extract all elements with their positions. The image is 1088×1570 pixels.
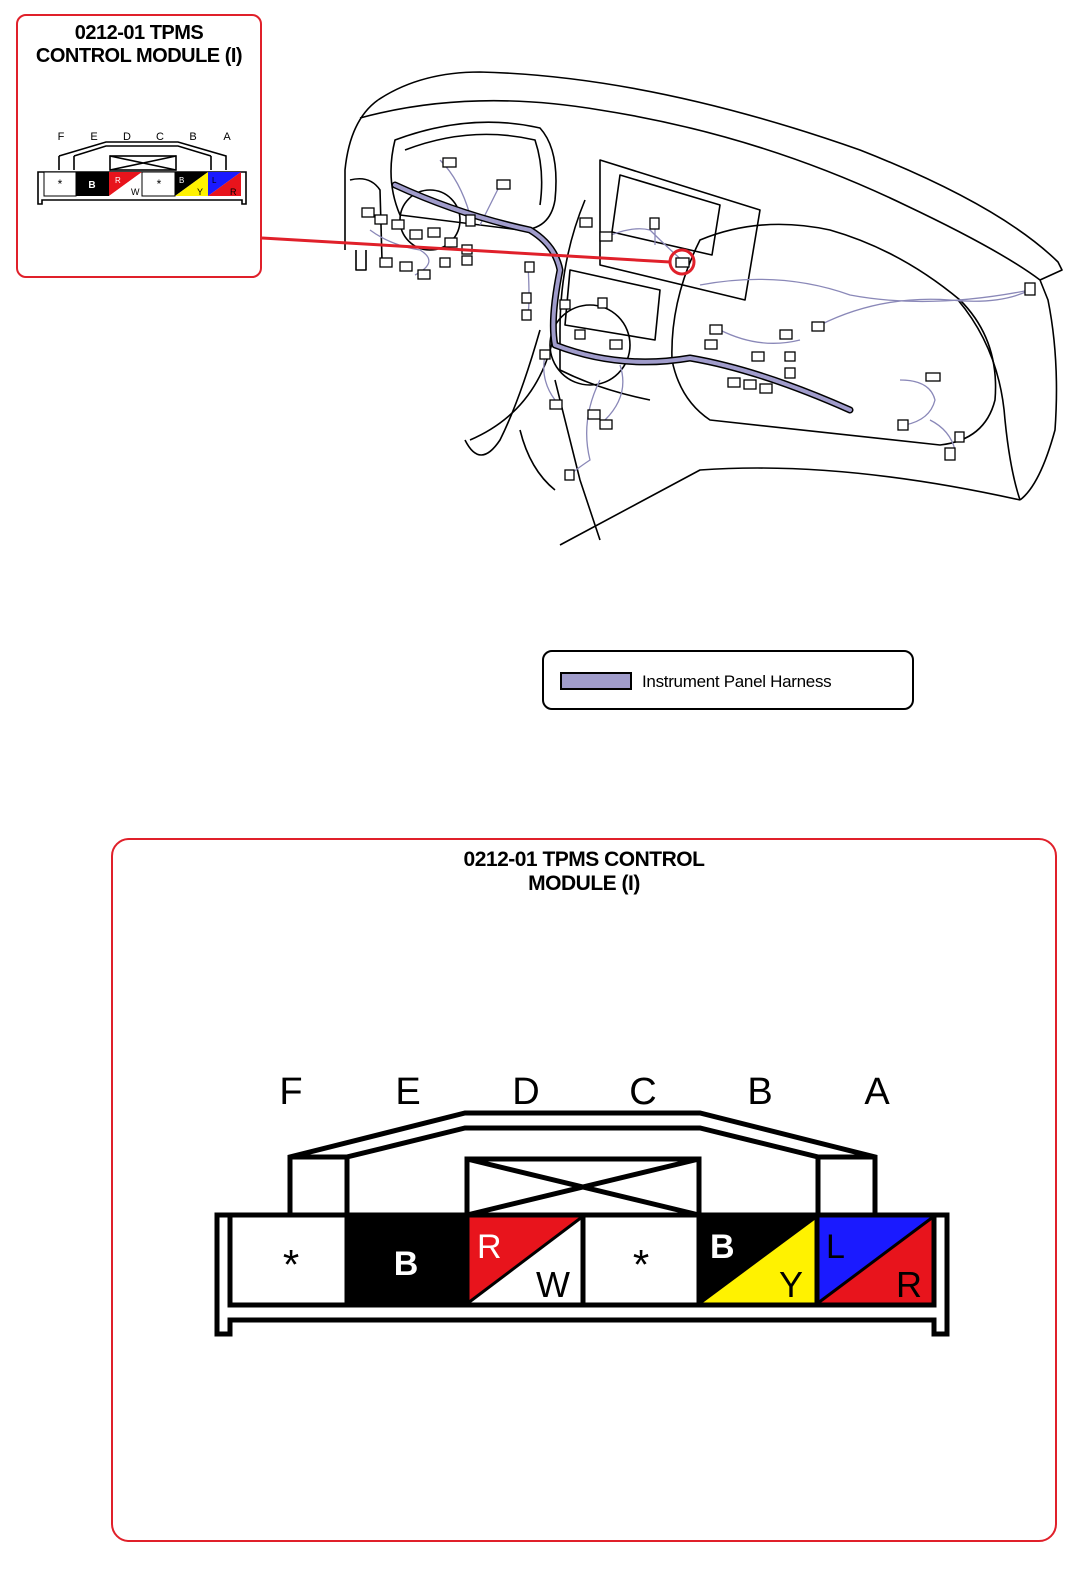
connector-housing-hood (290, 1113, 875, 1215)
legend-label: Instrument Panel Harness (642, 672, 832, 691)
pin-a-stripe: R (896, 1264, 922, 1305)
pin-label-f: F (279, 1071, 303, 1113)
pin-a-primary: L (826, 1228, 845, 1266)
pin-label-d: D (512, 1071, 540, 1113)
pin-b-primary: B (710, 1228, 735, 1266)
callout-pin-b-primary: B (179, 176, 185, 185)
pin-d-stripe: W (536, 1264, 570, 1305)
detail-title-line-1: 0212-01 TPMS CONTROL (463, 848, 705, 871)
pin-e-code: B (393, 1245, 419, 1283)
pin-label-e: E (395, 1071, 421, 1113)
detail-title-line-2: MODULE (I) (528, 872, 640, 895)
pin-f-code: * (282, 1241, 300, 1288)
callout-pin-a-stripe: R (230, 187, 237, 197)
pin-b-stripe: Y (779, 1264, 804, 1305)
callout-title-line-2: CONTROL MODULE (I) (35, 45, 243, 67)
pin-c-code: * (632, 1241, 650, 1288)
callout-pin-d-primary: R (115, 176, 121, 185)
callout-pin-c-code: * (156, 177, 162, 191)
callout-pin-label-b: B (189, 131, 197, 143)
callout-pin-label-f: F (57, 131, 65, 143)
callout-title-line-1: 0212-01 TPMS (74, 22, 204, 44)
pin-d-primary: R (477, 1228, 502, 1266)
callout-pin-b-stripe: Y (197, 187, 204, 197)
callout-pin-f-code: * (57, 177, 63, 191)
callout-pin-label-d: D (123, 131, 131, 143)
callout-pin-label-a: A (223, 131, 231, 143)
callout-pin-label-e: E (90, 131, 98, 143)
pin-label-a: A (864, 1071, 890, 1113)
callout-pin-a-primary: L (212, 176, 217, 185)
callout-pin-label-c: C (156, 131, 164, 143)
pin-label-b: B (747, 1071, 773, 1113)
callout-pin-e-code: B (88, 180, 96, 191)
callout-pin-d-stripe: W (131, 187, 140, 197)
pin-label-c: C (629, 1071, 657, 1113)
